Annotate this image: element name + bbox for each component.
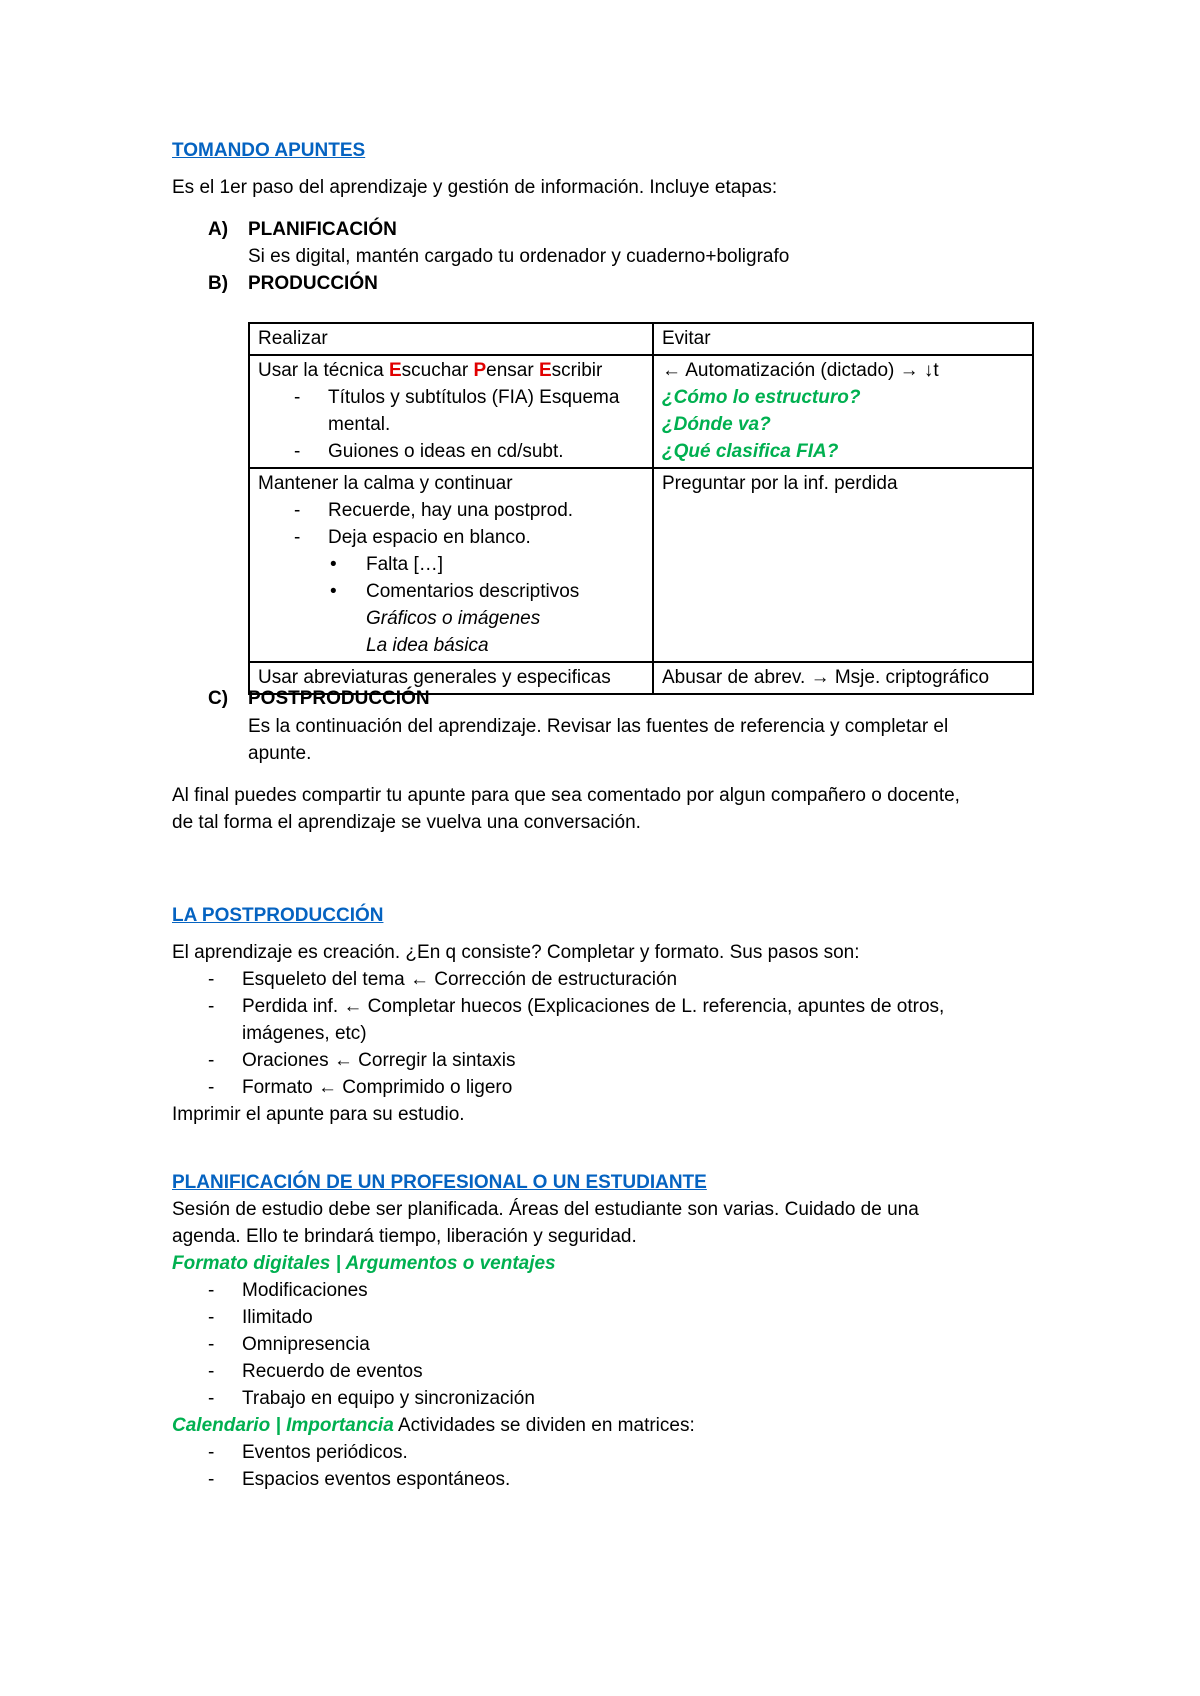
list-marker-c: C) [208,688,229,709]
list-item [258,438,644,465]
question-text: ¿Dónde va? [662,414,771,435]
list-item-text: Omnipresencia [242,1334,370,1355]
list-item [258,524,644,551]
bullet-item [258,578,644,605]
dash-marker: - [208,1077,215,1098]
dash-marker: - [294,387,301,408]
table-cell-realizar-1 [249,355,653,468]
section2-intro: El aprendizaje es creación. ¿En q consiste? Completar y formato. Sus pasos son: [172,942,860,963]
list-item-continuation: mental. [328,414,391,435]
bullet-marker: • [330,554,337,575]
list-item [258,497,644,524]
list-item-continuation: imágenes, etc) [242,1023,367,1044]
bullet-item [258,551,644,578]
dash-marker: - [208,1280,215,1301]
table-row [249,468,1033,662]
list-item-text: Guiones o ideas en cd/subt. [328,441,564,462]
letter-p-red: P [473,360,487,381]
question-text: ¿Cómo lo estructuro? [662,387,861,408]
postproduccion-text-2: apunte. [248,743,312,764]
table-cell-evitar-1 [653,355,1033,468]
table-cell-realizar-3: Usar abreviaturas generales y especificas [249,662,653,694]
planificacion-heading: PLANIFICACIÓN [248,219,397,240]
planificacion-text: Si es digital, mantén cargado tu ordenador y cuaderno+boligrafo [248,246,790,267]
calendario-text: Actividades se dividen en matrices: [393,1415,695,1436]
table-cell-evitar-3: Abusar de abrev. → Msje. criptográfico [653,662,1033,694]
list-item-text: Espacios eventos espontáneos. [242,1469,511,1490]
list-item [172,1441,408,1465]
list-item [172,1387,535,1411]
formato-digitales-subheading: Formato digitales | Argumentos o ventajes [172,1253,556,1274]
list-marker-a: A) [208,219,229,240]
question-text: ¿Qué clasifica FIA? [662,441,839,462]
section3-intro-1: Sesión de estudio debe ser planificada. Áreas del estudiante son varias. Cuidado de una [172,1199,919,1220]
bullet-item-text: Comentarios descriptivos [366,581,580,602]
list-marker-b: B) [208,273,229,294]
list-item-text: Eventos periódicos. [242,1442,408,1463]
italic-note: Gráficos o imágenes [366,608,541,629]
calma-text: Mantener la calma y continuar [258,473,513,494]
list-item-text: Títulos y subtítulos (FIA) Esquema [328,387,620,408]
table-header-realizar: Realizar [249,323,653,355]
postproduccion-text-1: Es la continuación del aprendizaje. Revisar las fuentes de referencia y completar el [248,716,949,737]
table-row [249,355,1033,468]
word-ensar: ensar [486,360,539,381]
list-item [172,1306,313,1330]
list-item-text: Oraciones ← Corregir la sintaxis [242,1050,516,1071]
dash-marker: - [208,1050,215,1071]
list-item-text: Trabajo en equipo y sincronización [242,1388,535,1409]
section3-intro-2: agenda. Ello te brindará tiempo, liberación y seguridad. [172,1226,637,1247]
section-title-la-postproduccion[interactable]: LA POSTPRODUCCIÓN [172,905,384,926]
list-item-text: Perdida inf. ← Completar huecos (Explicaciones de L. referencia, apuntes de otros, [242,996,945,1017]
automatizacion-text: ← Automatización (dictado) → ↓t [662,360,939,381]
dash-marker: - [208,1307,215,1328]
list-item [172,995,944,1019]
list-item [172,1333,370,1357]
list-item [258,384,644,411]
italic-note: La idea básica [366,635,489,656]
calendario-subheading: Calendario | Importancia [172,1415,394,1436]
table-cell-realizar-2 [249,468,653,662]
technique-text [258,360,602,381]
dash-marker: - [294,527,301,548]
list-item [172,1360,423,1384]
word-scuchar: scuchar [401,360,474,381]
list-item-text: Ilimitado [242,1307,313,1328]
table-header-evitar: Evitar [653,323,1033,355]
section-title-planificacion-profesional[interactable]: PLANIFICACIÓN DE UN PROFESIONAL O UN ESTUDIANTE [172,1172,707,1193]
calendario-line [172,1414,695,1438]
dash-marker: - [208,1388,215,1409]
word-scribir: scribir [551,360,603,381]
section1-intro: Es el 1er paso del aprendizaje y gestión de información. Incluye etapas: [172,177,778,198]
postproduccion-heading: POSTPRODUCCIÓN [248,688,430,709]
bullet-item-text: Falta […] [366,554,444,575]
closing-paragraph-1: Al final puedes compartir tu apunte para que sea comentado por algun compañero o docente, [172,785,960,806]
dash-marker: - [294,500,301,521]
list-item [172,1049,515,1073]
dash-marker: - [294,441,301,462]
dash-marker: - [208,996,215,1017]
list-item-text: Deja espacio en blanco. [328,527,531,548]
produccion-table [248,322,1034,695]
dash-marker: - [208,969,215,990]
table-header-row [249,323,1033,355]
letter-e2-red: E [538,360,552,381]
dash-marker: - [208,1334,215,1355]
list-item [172,1468,510,1492]
list-item-text: Esqueleto del tema ← Corrección de estructuración [242,969,678,990]
closing-paragraph-2: de tal forma el aprendizaje se vuelva una conversación. [172,812,641,833]
letter-e-red: E [388,360,402,381]
dash-marker: - [208,1469,215,1490]
list-item-text: Modificaciones [242,1280,368,1301]
section2-closing: Imprimir el apunte para su estudio. [172,1104,465,1125]
produccion-heading: PRODUCCIÓN [248,273,378,294]
table-cell-evitar-2 [653,468,1033,662]
technique-prefix: Usar la técnica [258,360,389,381]
bullet-marker: • [330,581,337,602]
dash-marker: - [208,1361,215,1382]
section-title-tomando-apuntes[interactable]: TOMANDO APUNTES [172,140,366,161]
list-item-text: Recuerdo de eventos [242,1361,423,1382]
list-item [172,1076,512,1100]
list-item-text: Formato ← Comprimido o ligero [242,1077,513,1098]
list-item [172,968,677,992]
list-item-text: Recuerde, hay una postprod. [328,500,574,521]
dash-marker: - [208,1442,215,1463]
list-item [172,1279,368,1303]
preguntar-text: Preguntar por la inf. perdida [662,473,898,494]
